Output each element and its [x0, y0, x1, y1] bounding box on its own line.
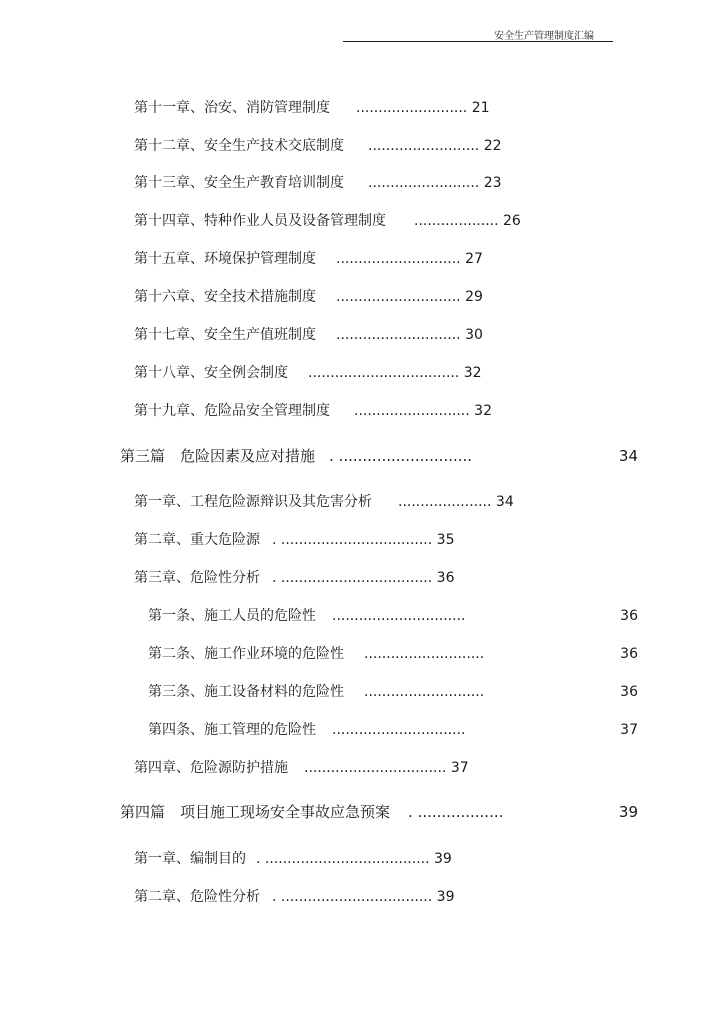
toc-part-label: 第四篇 项目施工现场安全事故应急预案	[120, 803, 391, 821]
toc-entry[interactable]	[134, 137, 502, 155]
toc-leader-dots: .........................	[356, 100, 468, 116]
header-rule	[343, 41, 613, 42]
toc-leader-dots: .....................	[398, 494, 492, 510]
toc-leader-dots: .........................	[368, 175, 480, 191]
toc-part-label: 第三篇 危险因素及应对措施	[120, 447, 316, 465]
toc-entry[interactable]	[134, 493, 514, 511]
toc-page-number: 34	[618, 447, 638, 465]
toc-page-number: 36	[620, 608, 638, 624]
toc-page-number: 29	[465, 289, 483, 305]
toc-entry[interactable]	[134, 569, 455, 587]
toc-leader-dots: ..................................	[308, 365, 460, 381]
toc-entry-label: 第十二章、安全生产技术交底制度	[134, 138, 344, 154]
toc-entry-label: 第十四章、特种作业人员及设备管理制度	[134, 213, 386, 229]
toc-page-number: 32	[463, 365, 482, 381]
toc-entry[interactable]	[134, 326, 483, 344]
toc-leader-dots: ..............................	[332, 722, 466, 738]
toc-entry[interactable]	[134, 364, 482, 382]
toc-leader-dots: ..........................	[354, 403, 470, 419]
toc-page-number: 34	[495, 494, 514, 510]
toc-entry-label: 第二条、施工作业环境的危险性	[148, 646, 344, 662]
toc-leader-dots: .........................	[368, 138, 480, 154]
toc-entry[interactable]	[134, 402, 492, 420]
toc-leader-dots: ..............................	[332, 608, 466, 624]
toc-page-number: 30	[465, 327, 483, 343]
toc-leader-dots: . ..................................	[272, 532, 433, 548]
toc-entry-label: 第十九章、危险品安全管理制度	[134, 403, 330, 419]
toc-page-number: 22	[483, 138, 502, 154]
toc-entry-label: 第十八章、安全例会制度	[134, 365, 288, 381]
toc-article-entry[interactable]	[148, 721, 466, 739]
toc-entry[interactable]	[134, 531, 455, 549]
toc-entry-label: 第四章、危险源防护措施	[134, 760, 288, 776]
toc-leader-dots: ............................	[336, 289, 461, 305]
toc-entry[interactable]	[134, 250, 483, 268]
toc-leader-dots: ...........................	[364, 684, 485, 700]
toc-leader-dots: . .....................................	[256, 851, 430, 867]
toc-leader-dots: ............................	[336, 251, 461, 267]
toc-page-number: 39	[618, 803, 638, 821]
toc-entry-label: 第三条、施工设备材料的危险性	[148, 684, 344, 700]
toc-leader-dots: ...................	[414, 213, 499, 229]
toc-page-number: 36	[620, 646, 638, 662]
toc-leader-dots: . ..................	[408, 803, 504, 821]
toc-entry-label: 第十三章、安全生产教育培训制度	[134, 175, 344, 191]
toc-page-number: 39	[434, 851, 452, 867]
toc-entry[interactable]	[134, 174, 502, 192]
toc-entry-label: 第十五章、环境保护管理制度	[134, 251, 316, 267]
toc-page-number: 36	[620, 684, 638, 700]
toc-page-number: 32	[474, 403, 492, 419]
toc-page-number: 35	[436, 532, 455, 548]
toc-article-entry[interactable]	[148, 645, 484, 663]
toc-page-number: 23	[483, 175, 502, 191]
toc-entry-label: 第十六章、安全技术措施制度	[134, 289, 316, 305]
toc-article-entry[interactable]	[148, 607, 466, 625]
toc-entry[interactable]	[134, 759, 469, 777]
toc-leader-dots: ................................	[304, 760, 447, 776]
toc-entry-label: 第三章、危险性分析	[134, 570, 260, 586]
toc-page-number: 37	[620, 722, 638, 738]
toc-entry[interactable]	[134, 888, 455, 906]
toc-leader-dots: . ..................................	[272, 889, 433, 905]
toc-entry-label: 第一章、工程危险源辩识及其危害分析	[134, 494, 372, 510]
toc-leader-dots: . ..................................	[272, 570, 433, 586]
toc-entry-label: 第二章、危险性分析	[134, 889, 260, 905]
toc-leader-dots: . ............................	[329, 447, 473, 465]
toc-entry-label: 第十一章、治安、消防管理制度	[134, 100, 330, 116]
toc-page-number: 26	[503, 213, 521, 229]
toc-entry-label: 第四条、施工管理的危险性	[148, 722, 316, 738]
toc-entry-label: 第十七章、安全生产值班制度	[134, 327, 316, 343]
toc-leader-dots: ............................	[336, 327, 461, 343]
toc-page-number: 37	[450, 760, 469, 776]
toc-leader-dots: ...........................	[364, 646, 485, 662]
toc-article-entry[interactable]	[148, 683, 484, 701]
toc-entry[interactable]	[134, 850, 452, 868]
toc-entry-label: 第二章、重大危险源	[134, 532, 260, 548]
toc-page-number: 21	[471, 100, 490, 116]
toc-entry[interactable]	[134, 99, 490, 117]
header-title: 安全生产管理制度汇编	[494, 31, 594, 42]
toc-entry-label: 第一章、编制目的	[134, 851, 246, 867]
toc-entry-label: 第一条、施工人员的危险性	[148, 608, 316, 624]
toc-part-entry[interactable]	[120, 447, 472, 465]
toc-part-entry[interactable]	[120, 803, 503, 821]
toc-entry[interactable]	[134, 212, 521, 230]
toc-page-number: 36	[436, 570, 455, 586]
toc-entry[interactable]	[134, 288, 483, 306]
toc-page-number: 27	[465, 251, 483, 267]
toc-page-number: 39	[436, 889, 455, 905]
